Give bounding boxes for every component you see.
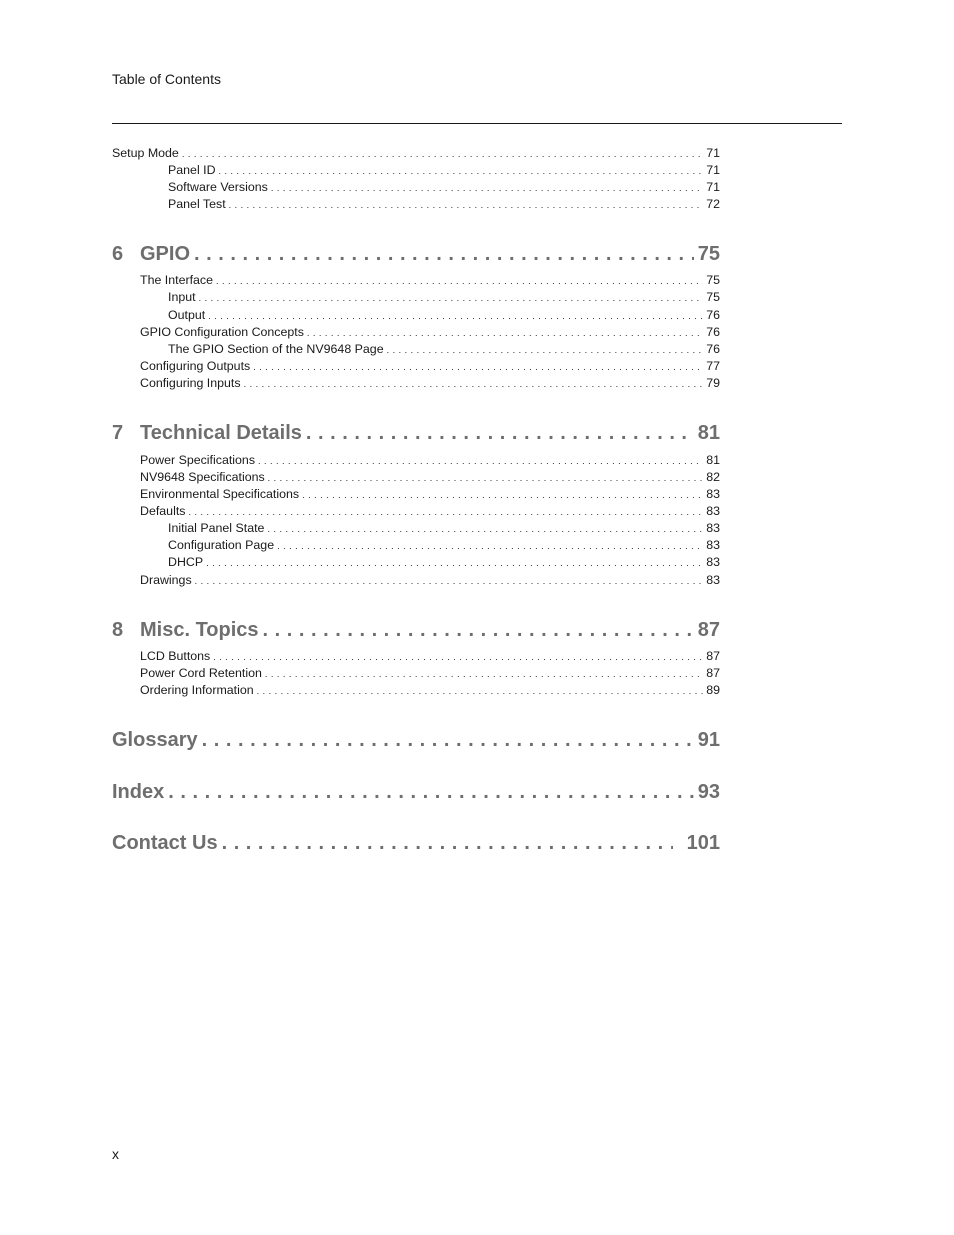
running-header: Table of Contents bbox=[112, 71, 221, 87]
toc-entry-drawings[interactable] bbox=[140, 572, 720, 589]
toc-entry-page: 87 bbox=[706, 649, 720, 663]
toc-entry-title: Configuring Inputs bbox=[140, 376, 241, 390]
chapter-page: 81 bbox=[697, 422, 720, 444]
toc-entry-panel-test[interactable] bbox=[168, 196, 720, 213]
toc-entry-power-specifications[interactable] bbox=[140, 452, 720, 469]
toc-entry-title: Initial Panel State bbox=[168, 521, 265, 535]
toc-entry-title: LCD Buttons bbox=[140, 649, 211, 663]
chapter-page: 101 bbox=[686, 832, 720, 854]
leader-dots bbox=[268, 469, 704, 486]
toc-entry-title: Configuring Outputs bbox=[140, 359, 251, 373]
toc-entry-page: 76 bbox=[706, 342, 720, 356]
toc-entry-power-cord-retention[interactable] bbox=[140, 665, 720, 682]
leader-dots bbox=[229, 196, 704, 213]
toc-chapter-glossary[interactable] bbox=[112, 727, 720, 753]
leader-dots bbox=[206, 554, 703, 571]
toc-entry-page: 79 bbox=[706, 376, 720, 390]
toc-entry-page: 76 bbox=[706, 308, 720, 322]
leader-dots bbox=[258, 452, 703, 469]
toc-entry-the-interface[interactable] bbox=[140, 272, 720, 289]
toc-entry-title: Drawings bbox=[140, 573, 192, 587]
toc-entry-page: 82 bbox=[706, 470, 720, 484]
toc-entry-page: 83 bbox=[706, 573, 720, 587]
table-of-contents bbox=[112, 0, 720, 1235]
toc-entry-panel-id[interactable] bbox=[168, 162, 720, 179]
chapter-number: 8 bbox=[112, 619, 124, 641]
toc-entry-page: 72 bbox=[706, 197, 720, 211]
toc-entry-title: Setup Mode bbox=[112, 146, 179, 160]
toc-entry-page: 71 bbox=[706, 180, 720, 194]
leader-dots bbox=[208, 307, 703, 324]
leader-dots bbox=[263, 617, 694, 643]
toc-entry-page: 81 bbox=[706, 453, 720, 467]
chapter-page: 75 bbox=[697, 243, 720, 265]
toc-entry-nv9648-specifications[interactable] bbox=[140, 469, 720, 486]
chapter-number: 6 bbox=[112, 243, 124, 265]
toc-entry-gpio-configuration-concepts[interactable] bbox=[140, 324, 720, 341]
toc-entry-page: 83 bbox=[706, 487, 720, 501]
toc-entry-page: 77 bbox=[706, 359, 720, 373]
leader-dots bbox=[302, 486, 703, 503]
leader-dots bbox=[265, 665, 703, 682]
leader-dots bbox=[219, 162, 704, 179]
toc-entry-gpio-section[interactable] bbox=[168, 341, 720, 358]
leader-dots bbox=[387, 341, 704, 358]
leader-dots bbox=[199, 289, 704, 306]
toc-entry-page: 87 bbox=[706, 666, 720, 680]
toc-entry-lcd-buttons[interactable] bbox=[140, 648, 720, 665]
leader-dots bbox=[213, 648, 703, 665]
toc-entry-title: Power Specifications bbox=[140, 453, 256, 467]
toc-entry-title: Power Cord Retention bbox=[140, 666, 262, 680]
chapter-page: 87 bbox=[697, 619, 720, 641]
toc-chapter-technical-details[interactable] bbox=[112, 420, 720, 446]
leader-dots bbox=[253, 358, 703, 375]
toc-entry-title: Output bbox=[168, 308, 206, 322]
chapter-page: 91 bbox=[697, 729, 720, 751]
chapter-title: Contact Us bbox=[112, 832, 218, 854]
toc-chapter-misc-topics[interactable] bbox=[112, 617, 720, 643]
toc-entry-setup-mode[interactable] bbox=[112, 145, 720, 162]
toc-entry-title: Ordering Information bbox=[140, 683, 254, 697]
leader-dots bbox=[202, 727, 694, 753]
toc-entry-defaults[interactable] bbox=[140, 503, 720, 520]
leader-dots bbox=[267, 520, 703, 537]
toc-entry-title: Software Versions bbox=[168, 180, 268, 194]
toc-entry-title: DHCP bbox=[168, 555, 204, 569]
toc-entry-initial-panel-state[interactable] bbox=[168, 520, 720, 537]
chapter-page: 93 bbox=[697, 781, 720, 803]
chapter-title: Technical Details bbox=[140, 422, 302, 444]
leader-dots bbox=[195, 572, 704, 589]
leader-dots bbox=[188, 503, 703, 520]
leader-dots bbox=[277, 537, 703, 554]
toc-entry-page: 75 bbox=[706, 273, 720, 287]
toc-entry-page: 89 bbox=[706, 683, 720, 697]
chapter-number: 7 bbox=[112, 422, 124, 444]
leader-dots bbox=[182, 145, 703, 162]
toc-entry-title: The GPIO Section of the NV9648 Page bbox=[168, 342, 384, 356]
toc-entry-title: NV9648 Specifications bbox=[140, 470, 265, 484]
toc-entry-page: 75 bbox=[706, 290, 720, 304]
toc-entry-title: GPIO Configuration Concepts bbox=[140, 325, 304, 339]
toc-entry-page: 83 bbox=[706, 521, 720, 535]
leader-dots bbox=[257, 682, 704, 699]
leader-dots bbox=[194, 241, 694, 267]
leader-dots bbox=[168, 779, 694, 805]
toc-entry-configuring-outputs[interactable] bbox=[140, 358, 720, 375]
toc-entry-page: 71 bbox=[706, 146, 720, 160]
toc-chapter-gpio[interactable] bbox=[112, 241, 720, 267]
toc-entry-page: 71 bbox=[706, 163, 720, 177]
toc-entry-title: Configuration Page bbox=[168, 538, 275, 552]
toc-chapter-index[interactable] bbox=[112, 779, 720, 805]
chapter-title: GPIO bbox=[140, 243, 191, 265]
chapter-title: Index bbox=[112, 781, 165, 803]
toc-entry-dhcp[interactable] bbox=[168, 554, 720, 571]
leader-dots bbox=[271, 179, 703, 196]
toc-chapter-contact-us[interactable] bbox=[112, 830, 720, 856]
toc-entry-title: The Interface bbox=[140, 273, 214, 287]
chapter-title: Glossary bbox=[112, 729, 198, 751]
toc-entry-page: 83 bbox=[706, 504, 720, 518]
toc-entry-configuration-page[interactable] bbox=[168, 537, 720, 554]
toc-entry-title: Environmental Specifications bbox=[140, 487, 300, 501]
leader-dots bbox=[244, 375, 704, 392]
toc-entry-input[interactable] bbox=[168, 289, 720, 306]
page-number: x bbox=[112, 1146, 119, 1162]
leader-dots bbox=[307, 324, 703, 341]
toc-entry-title: Panel ID bbox=[168, 163, 216, 177]
toc-entry-output[interactable] bbox=[168, 307, 720, 324]
toc-entry-configuring-inputs[interactable] bbox=[140, 375, 720, 392]
toc-entry-ordering-information[interactable] bbox=[140, 682, 720, 699]
leader-dots bbox=[222, 830, 673, 856]
toc-entry-title: Input bbox=[168, 290, 196, 304]
chapter-title: Misc. Topics bbox=[140, 619, 259, 641]
toc-entry-title: Panel Test bbox=[168, 197, 226, 211]
leader-dots bbox=[216, 272, 703, 289]
toc-entry-page: 83 bbox=[706, 538, 720, 552]
toc-entry-page: 76 bbox=[706, 325, 720, 339]
toc-entry-title: Defaults bbox=[140, 504, 186, 518]
toc-entry-software-versions[interactable] bbox=[168, 179, 720, 196]
toc-entry-environmental-specifications[interactable] bbox=[140, 486, 720, 503]
leader-dots bbox=[306, 420, 694, 446]
toc-entry-page: 83 bbox=[706, 555, 720, 569]
